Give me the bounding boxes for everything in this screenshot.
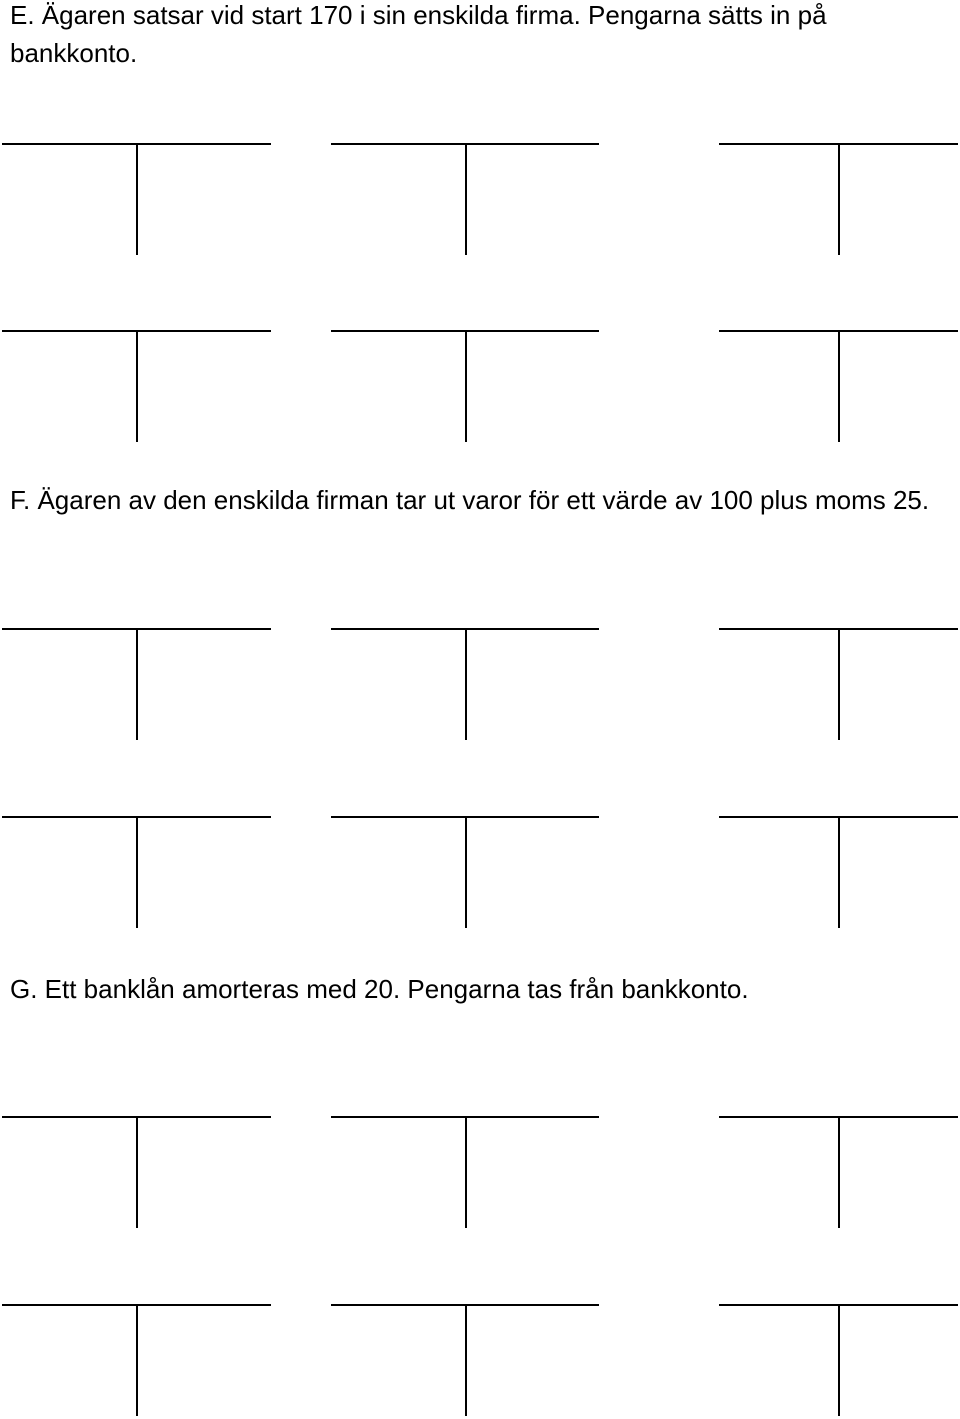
task-e-text: E. Ägaren satsar vid start 170 i sin enskilda firma. Pengarna sätts in på bankkonto. — [10, 0, 827, 68]
t-account-divider-line — [838, 816, 840, 928]
t-account-divider-line — [136, 330, 138, 442]
t-account — [331, 1304, 599, 1418]
t-account-divider-line — [465, 816, 467, 928]
t-account — [2, 628, 271, 742]
t-account-divider-line — [136, 1116, 138, 1228]
t-account-divider-line — [465, 628, 467, 740]
t-account — [719, 1304, 958, 1418]
t-account — [719, 1116, 958, 1230]
t-account-divider-line — [136, 1304, 138, 1416]
t-account-divider-line — [136, 816, 138, 928]
t-account — [331, 1116, 599, 1230]
task-g-text: G. Ett banklån amorteras med 20. Pengarna tas från bankkonto. — [10, 974, 749, 1004]
t-account — [331, 143, 599, 257]
t-account-divider-line — [838, 330, 840, 442]
t-account-divider-line — [465, 1116, 467, 1228]
t-account-divider-line — [136, 628, 138, 740]
t-account — [2, 1304, 271, 1418]
t-account-divider-line — [838, 143, 840, 255]
t-account-divider-line — [136, 143, 138, 255]
t-account — [719, 816, 958, 930]
t-account — [719, 628, 958, 742]
t-account-divider-line — [465, 1304, 467, 1416]
t-account-divider-line — [465, 143, 467, 255]
t-account-divider-line — [838, 1304, 840, 1416]
t-account — [2, 330, 271, 444]
t-account-divider-line — [838, 628, 840, 740]
t-account — [331, 628, 599, 742]
t-account — [2, 143, 271, 257]
t-account-divider-line — [465, 330, 467, 442]
t-account — [719, 143, 958, 257]
t-account — [719, 330, 958, 444]
t-account — [331, 330, 599, 444]
t-account — [331, 816, 599, 930]
t-account-divider-line — [838, 1116, 840, 1228]
t-account — [2, 1116, 271, 1230]
t-account — [2, 816, 271, 930]
task-f-text: F. Ägaren av den enskilda firman tar ut varor för ett värde av 100 plus moms 25. — [10, 485, 930, 515]
